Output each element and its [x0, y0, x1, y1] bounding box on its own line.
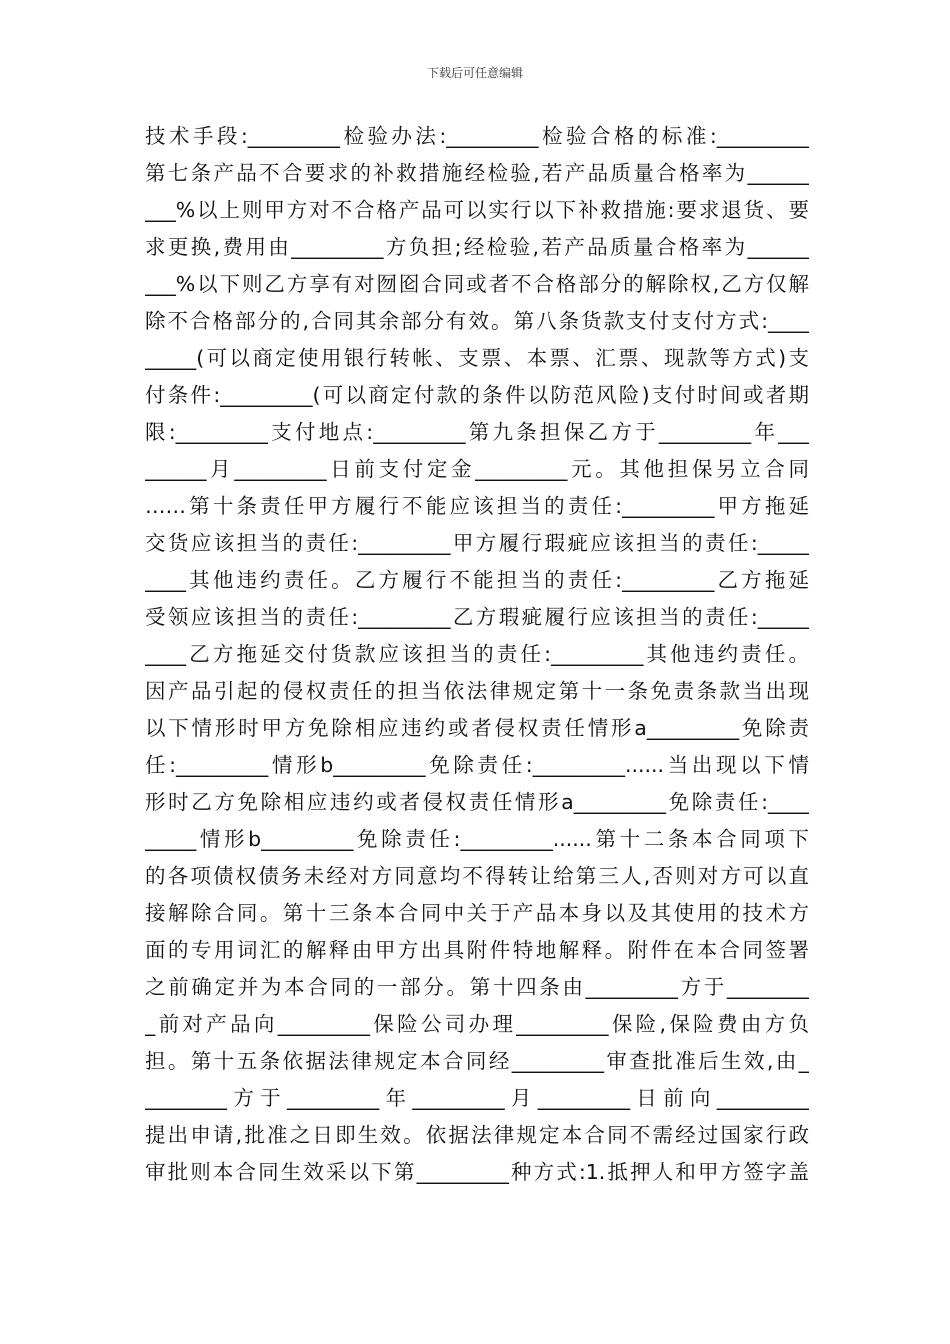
text-line: 以下情形时甲方免除相应违约或者侵权责任情形a_________免除责 [145, 716, 809, 740]
text-line: 之前确定并为本合同的一部分。第十四条由_________方于________ [145, 975, 809, 999]
text-line: ___%以下则乙方享有对囫囵合同或者不合格部分的解除权,乙方仅解 [145, 272, 809, 296]
text-line: _____(可以商定使用银行转帐、支票、本票、汇票、现款等方式)支 [145, 346, 809, 370]
text-line: ……第十条责任甲方履行不能应该担当的责任:_________甲方拖延 [145, 494, 809, 518]
text-line: 受领应该担当的责任:_________乙方瑕疵履行应该担当的责任:_____ [145, 605, 809, 629]
text-line: 第七条产品不合要求的补救措施经检验,若产品质量合格率为______ [145, 161, 809, 185]
text-line: 因产品引起的侵权责任的担当依法律规定第十一条免责条款当出现 [145, 679, 809, 703]
text-line: 交货应该担当的责任:_________甲方履行瑕疵应该担当的责任:_____ [145, 531, 809, 555]
text-line: 限:_________支付地点:_________第九条担保乙方于_________年___ [145, 420, 809, 444]
page-header-note: 下载后可任意编辑 [426, 66, 523, 80]
text-line: 面的专用词汇的解释由甲方出具附件特地解释。附件在本合同签署 [145, 938, 809, 962]
text-line: _前对产品向_________保险公司办理_________保险,保险费由方负 [145, 1012, 809, 1036]
text-line: ____乙方拖延交付货款应该担当的责任:_________其他违约责任。 [145, 642, 809, 666]
text-line: 付条件:_________(可以商定付款的条件以防范风险)支付时间或者期 [145, 383, 809, 407]
text-line: 担。第十五条依据法律规定本合同经_________审查批准后生效,由_ [145, 1049, 809, 1073]
text-line: 形时乙方免除相应违约或者侵权责任情形a_________免除责任:____ [145, 790, 809, 814]
text-line: ______月_________日前支付定金_________元。其他担保另立合同 [145, 457, 809, 481]
text-line: 求更换,费用由_________方负担;经检验,若产品质量合格率为______ [145, 235, 809, 259]
text-line: 技术手段:_________检验办法:_________检验合格的标准:_________ [145, 124, 809, 148]
text-line: ________方于_________年_________月_________日前向_________ [145, 1086, 809, 1110]
text-line: 任:_________情形b_________免除责任:_________......当出现以下情 [145, 753, 809, 777]
text-line: 提出申请,批准之日即生效。依据法律规定本合同不需经过国家行政 [145, 1123, 809, 1147]
text-line: 接解除合同。第十三条本合同中关于产品本身以及其使用的技术方 [145, 901, 809, 925]
text-line: ____其他违约责任。乙方履行不能担当的责任:_________乙方拖延 [145, 568, 809, 592]
text-line: 审批则本合同生效采以下第_________种方式:1.抵押人和甲方签字盖 [145, 1160, 809, 1184]
text-line: _____情形b_________免除责任:_________......第十二条本合同项下 [145, 827, 809, 851]
text-line: 的各项债权债务未经对方同意均不得转让给第三人,否则对方可以直 [145, 864, 809, 888]
text-line: ___%以上则甲方对不合格产品可以实行以下补救措施:要求退货、要 [145, 198, 809, 222]
contract-body-text [145, 118, 809, 1191]
text-line: 除不合格部分的,合同其余部分有效。第八条货款支付支付方式:____ [145, 309, 809, 333]
